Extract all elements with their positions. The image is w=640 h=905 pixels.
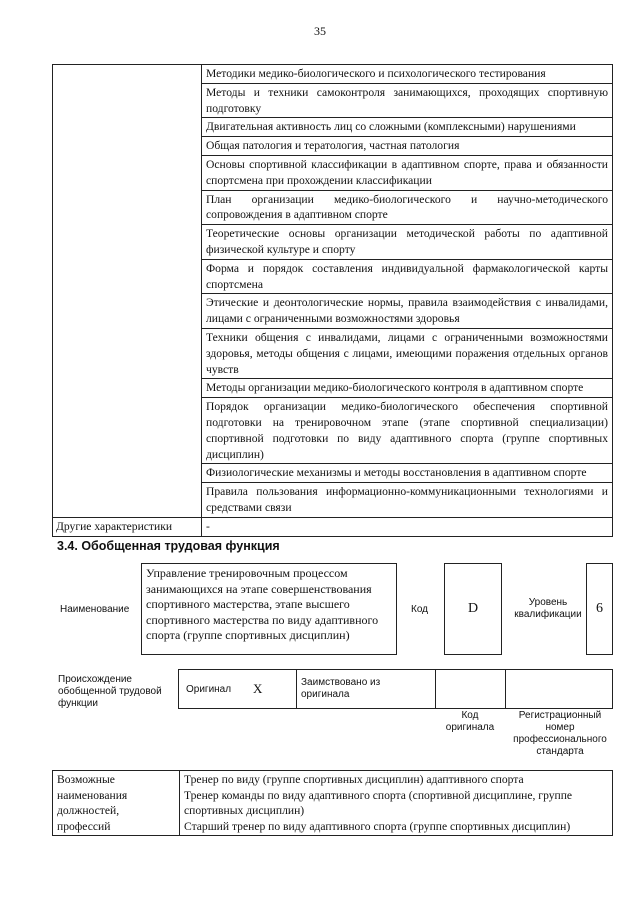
positions-list	[180, 771, 613, 836]
original-mark: X	[253, 681, 263, 696]
registration-caption: Регистрационный номер профессионального стандарта	[513, 710, 607, 757]
knowledge-row	[53, 65, 613, 84]
knowledge-item: Правила пользования информационно-коммуникационными технологиями и средствами связи	[202, 483, 613, 518]
knowledge-label-cell	[53, 65, 202, 518]
level-label: Уровень квалификации	[514, 597, 582, 620]
knowledge-item: Техники общения с инвалидами, лицами с ограниченными возможностями здоровья, методы общения с лицами, имеющими поражения отдельных органов чувств	[202, 328, 613, 378]
page-number: 35	[314, 24, 326, 38]
code-label: Код	[411, 604, 429, 615]
knowledge-item: Методы и техники самоконтроля занимающихся, проходящих спортивную подготовку	[202, 83, 613, 118]
knowledge-item: Двигательная активность лиц со сложными (комплексными) нарушениями	[202, 118, 613, 137]
knowledge-item: Основы спортивной классификации в адаптивном спорте, права и обязанности спортсмена при прохождении классификации	[202, 155, 613, 190]
knowledge-item: Этические и деонтологические нормы, правила взаимодействия с инвалидами, лицами с ограниченными возможностями здоровья	[202, 294, 613, 329]
name-label: Наименование	[60, 604, 130, 615]
knowledge-item: Форма и порядок составления индивидуальной фармакологической карты спортсмена	[202, 259, 613, 294]
level-value: 6	[586, 563, 613, 655]
knowledge-item: Общая патология и тератология, частная патология	[202, 137, 613, 156]
original-label: Оригинал	[186, 684, 232, 695]
knowledge-item: Методы организации медико-биологического контроля в адаптивном спорте	[202, 379, 613, 398]
function-name-box: Управление тренировочным процессом занимающихся на этапе совершенствования спортивного мастерства, этапе высшего спортивного мастерства по виду адаптивного спорта (группе спортивных дисциплин)	[141, 563, 397, 655]
other-row	[53, 517, 613, 536]
knowledge-item: Физиологические механизмы и методы восстановления в адаптивном спорте	[202, 464, 613, 483]
position-item: Тренер по виду (группе спортивных дисциплин) адаптивного спорта	[184, 773, 524, 786]
position-item: Тренер команды по виду адаптивного спорта (спортивной дисциплине, группе спортивных дисциплин)	[184, 788, 573, 818]
code-original-caption: Код оригинала	[445, 710, 495, 733]
position-item: Старший тренер по виду адаптивного спорта (группе спортивных дисциплин)	[184, 819, 571, 833]
knowledge-table	[52, 64, 613, 537]
knowledge-item: Теоретические основы организации методической работы по адаптивной физической культуре и спорту	[202, 225, 613, 260]
section-title: 3.4. Обобщенная трудовая функция	[57, 539, 280, 553]
borrowed-label: Заимствовано из оригинала	[301, 677, 381, 700]
positions-label: Возможные наименования должностей, профессий	[53, 771, 180, 836]
code-value: D	[444, 563, 502, 655]
knowledge-item: Порядок организации медико-биологического обеспечения спортивной подготовки на тренировочном этапе (этапе спортивной специализации) спортивной подготовки по виду адаптивного спорта (группе спортивных дисциплин)	[202, 398, 613, 464]
other-value: -	[202, 517, 613, 536]
origin-label: Происхождение обобщенной трудовой функции	[58, 674, 162, 709]
knowledge-item: План организации медико-биологического и научно-методического сопровождения в адаптивном спорте	[202, 190, 613, 225]
other-label: Другие характеристики	[53, 517, 202, 536]
knowledge-item: Методики медико-биологического и психологического тестирования	[202, 65, 613, 84]
positions-table	[52, 770, 613, 836]
